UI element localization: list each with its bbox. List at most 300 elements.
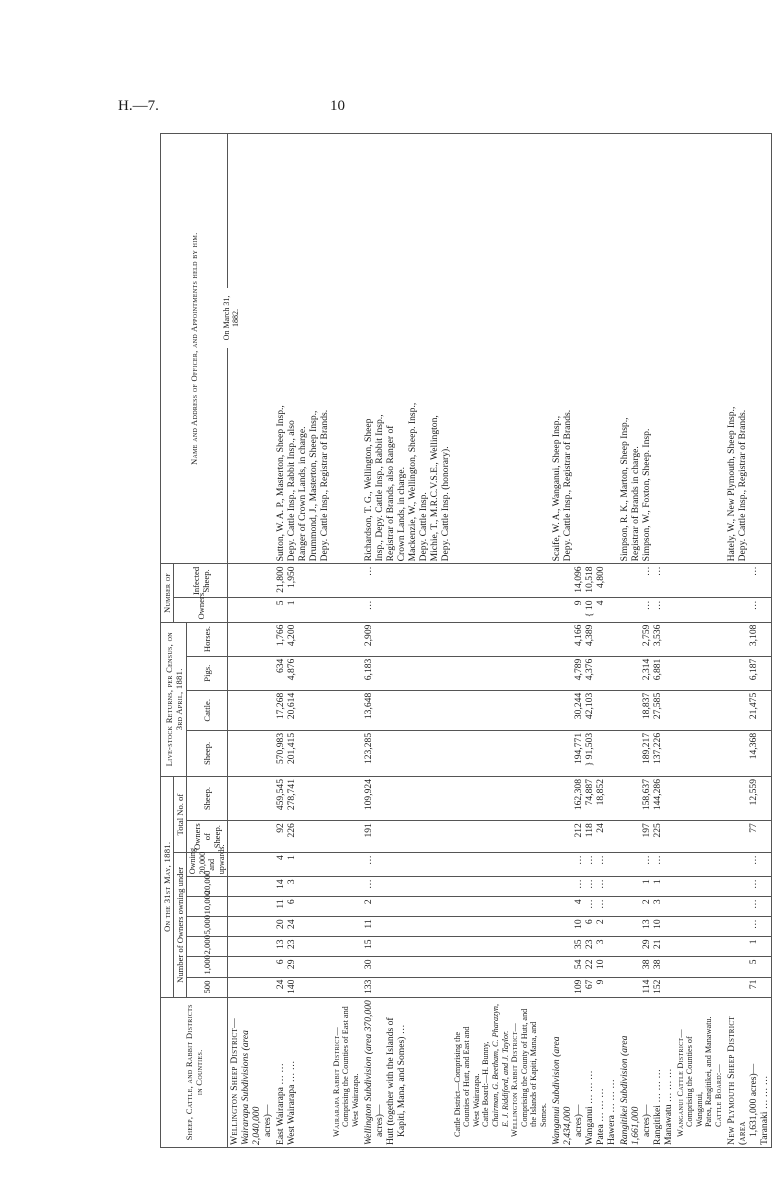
bracket-500-cell (675, 977, 725, 997)
cell-value: 24 (594, 823, 606, 833)
cell-value: 13 (640, 919, 652, 929)
bracket-1000-cell (675, 957, 725, 977)
bracket-1000-cell (618, 957, 675, 977)
district-label: Patea … … … (594, 1088, 606, 1145)
district-label: Wanganui … … … (583, 1070, 595, 1145)
infected-owners-cell (362, 598, 452, 622)
cell-value: 194,771 (572, 732, 584, 765)
bracket-500-cell (550, 977, 618, 997)
cell-value (595, 733, 606, 774)
bracket-10000-cell (550, 897, 618, 917)
district-label: Counties of Hutt, and East and (462, 1026, 472, 1127)
district-label: Chairman, G. Beetham, C. Pharazyn, (491, 1003, 501, 1127)
cell-value: 109 (572, 979, 584, 994)
total-sheep-header: Sheep. (187, 776, 228, 820)
bracket-1000-cell (725, 957, 772, 977)
cell-value: 212 (572, 823, 584, 838)
cell-value: 15 (362, 939, 374, 950)
bracket-2000-cell (618, 937, 675, 957)
cell-value: 197 (640, 823, 652, 838)
owners-total-cell (228, 821, 274, 853)
cell-value: 114 (640, 979, 652, 994)
bracket-2000-cell (274, 937, 331, 957)
census-cattle-cell (362, 690, 452, 730)
owners-total-cell (274, 821, 331, 853)
table-row (550, 134, 618, 1148)
cell-value: 11 (274, 899, 286, 909)
cell-value: 10,518 (583, 566, 595, 593)
owners-header: Owners. (174, 598, 228, 622)
cell-value: } 91,503 (583, 732, 595, 767)
officer-line: Ranger of Crown Lands, in charge. (296, 426, 308, 562)
cell-value: 11 (362, 919, 374, 929)
bracket-upwards-cell (331, 853, 362, 877)
cell-value: … (640, 855, 652, 865)
bracket-1000-cell (550, 957, 618, 977)
district-label: West Wairarapa … … (285, 1060, 297, 1145)
officer-line: Simpson, W., Foxton, Sheep. Insp. (640, 428, 652, 562)
cell-value: 38 (651, 959, 663, 970)
district-label: Wanganui Cattle District— (675, 1029, 685, 1137)
bracket-10000-cell (725, 897, 772, 917)
district-cell (452, 997, 550, 1147)
cell-value: 140 (285, 979, 297, 994)
cell-value: 71 (747, 979, 759, 990)
cell-value: … (747, 600, 759, 611)
census-pigs-cell (550, 656, 618, 690)
cell-value: 118 (583, 823, 595, 838)
infected-sheep-cell (331, 564, 362, 598)
cell-value: 29 (285, 959, 297, 970)
bracket-5000-cell (331, 917, 362, 937)
census-cattle-header: Cattle. (187, 690, 228, 730)
cell-value: 4,800 (594, 566, 606, 588)
census-horses-cell (362, 622, 452, 656)
bracket-500-cell (331, 977, 362, 997)
number-under-header: Number of Owners owning under (174, 853, 187, 997)
census-horses-cell (452, 622, 550, 656)
census-sheep-cell (452, 730, 550, 776)
cell-value: 278,741 (285, 778, 297, 811)
census-cattle-cell (675, 690, 725, 730)
census-pigs-cell (452, 656, 550, 690)
bracket-10000-cell (331, 897, 362, 917)
cell-value: 6,183 (362, 658, 374, 681)
infected-sheep-cell (362, 564, 452, 598)
cell-value: 201,415 (285, 732, 297, 765)
bracket-header: 10,000 (187, 897, 228, 917)
bracket-500-cell (452, 977, 550, 997)
cell-value: 30 (362, 959, 374, 970)
cell-value: 18,852 (594, 778, 606, 806)
officer-line: Registrar of Brands in charge. (629, 446, 641, 562)
bracket-20000-cell (675, 877, 725, 897)
cell-value: 22 (583, 959, 595, 970)
cell-value: 29 (640, 939, 652, 950)
bracket-10000-cell (274, 897, 331, 917)
officer-cell (274, 134, 331, 564)
cell-value: 191 (362, 823, 374, 838)
bracket-10000-cell (618, 897, 675, 917)
bracket-upwards-cell (362, 853, 452, 877)
bracket-header: 20,000 (187, 877, 228, 897)
bracket-2000-cell (452, 937, 550, 957)
cell-value: 20,614 (285, 692, 297, 720)
cell-value: … (594, 855, 606, 865)
district-label: Taranaki … … … (758, 1075, 770, 1145)
bracket-1000-cell (331, 957, 362, 977)
officer-line: Michie, T., M.R.C.V.S.E., Wellington, (428, 415, 440, 562)
bracket-5000-cell (362, 917, 452, 937)
cell-value: 2,909 (362, 624, 374, 647)
census-sheep-cell (331, 730, 362, 776)
bracket-5000-cell (618, 917, 675, 937)
cell-value: 21,475 (747, 692, 759, 720)
cell-value: 152 (651, 979, 663, 994)
bracket-500-cell (618, 977, 675, 997)
officers-header: Name and Address of Officer, and Appointments held by him. (161, 134, 228, 564)
officer-line: Richardson, T. G., Wellington, Sheep (362, 418, 374, 562)
cell-value: 23 (583, 939, 595, 950)
district-cell (725, 997, 772, 1147)
bracket-20000-cell (550, 877, 618, 897)
cell-value: 3 (594, 939, 606, 945)
cell-value: 21 (651, 939, 663, 950)
bracket-2000-cell (362, 937, 452, 957)
census-horses-cell (228, 622, 274, 656)
livestock-table-block (160, 133, 770, 1148)
cell-value: 3,108 (747, 624, 759, 647)
sheep-total-cell (228, 776, 274, 820)
cell-value: 5 (274, 600, 286, 606)
owners-total-cell (362, 821, 452, 853)
census-cattle-cell (331, 690, 362, 730)
district-label: Comprising the Counties of East and (341, 1006, 351, 1127)
cell-value: 13 (274, 939, 286, 950)
district-label: Rangitikei … … … (651, 1069, 663, 1145)
total-no-header: Total No. of (174, 776, 187, 852)
cell-value: 570,983 (274, 732, 286, 765)
owners-total-cell (331, 821, 362, 853)
table-row (675, 134, 725, 1148)
cell-value (595, 625, 606, 654)
district-label: the Islands of Kapiti, Mana, and Somes. (529, 1021, 548, 1127)
table-row (228, 134, 274, 1148)
census-cattle-cell (618, 690, 675, 730)
cell-value: 2 (640, 899, 652, 905)
cell-value: 14,368 (747, 732, 759, 760)
officer-cell (228, 134, 274, 564)
cell-value: … (362, 600, 374, 611)
district-label: Cattle Board:—H. Bunny, (481, 1041, 491, 1127)
cell-value: 74,887 (583, 778, 595, 806)
cell-value: 10 (651, 919, 663, 929)
officer-cell (452, 134, 550, 564)
district-label: East Wairarapa … … (274, 1063, 286, 1145)
census-sheep-header: Sheep. (187, 730, 228, 776)
cell-value: 1 (285, 600, 297, 606)
district-label: Wanganui Subdivision (area 2,434,000 (550, 1036, 573, 1145)
district-label: Wairarapa Subdivisions (area 2,040,000 (239, 1030, 262, 1145)
bracket-header: 5,000 (187, 917, 228, 937)
table-row (725, 134, 772, 1148)
district-cell (675, 997, 725, 1147)
cell-value: … (583, 879, 595, 889)
officer-line: Hately, W., New Plymouth, Sheep Insp., (725, 406, 737, 562)
bracket-2000-cell (331, 937, 362, 957)
number-of-header: Number of (161, 564, 174, 622)
census-cattle-cell (228, 690, 274, 730)
census-cattle-cell (452, 690, 550, 730)
bracket-20000-cell (331, 877, 362, 897)
cell-value: 14 (274, 879, 286, 889)
cell-value: 2,314 (640, 658, 652, 681)
bracket-header: 2,000 (187, 937, 228, 957)
district-label: acres)— (572, 1104, 584, 1137)
sheep-total-cell (725, 776, 772, 820)
infected-sheep-cell (675, 564, 725, 598)
cell-value: … (640, 600, 652, 611)
district-label: Kapiti, Mana, and Somes) … (395, 1024, 407, 1137)
census-pigs-cell (331, 656, 362, 690)
table-row (362, 134, 452, 1148)
infected-owners-cell (274, 598, 331, 622)
census-pigs-header: Pigs. (187, 656, 228, 690)
bracket-2000-cell (550, 937, 618, 957)
cell-value: … (651, 566, 663, 576)
may-group-header: On the 31st May, 1881. (161, 776, 174, 997)
bracket-5000-cell (274, 917, 331, 937)
cell-value: 2 (362, 899, 374, 905)
officer-line: Sutton, W. A. P., Masterton, Sheep Insp., (274, 405, 286, 562)
owners-total-cell (675, 821, 725, 853)
livestock-table (160, 133, 772, 1148)
officer-line: Depy. Cattle Insp., Rabbit Insp., also (285, 420, 297, 562)
bracket-20000-cell (618, 877, 675, 897)
district-label: Comprising the Counties of Wanganui, (685, 1036, 704, 1127)
bracket-5000-cell (228, 917, 274, 937)
page-reference: H.—7. (118, 98, 159, 114)
cell-value: 77 (747, 823, 759, 833)
cell-value: 20 (274, 919, 286, 929)
cell-value: 133 (362, 979, 374, 994)
census-horses-cell (675, 622, 725, 656)
bracket-5000-cell (725, 917, 772, 937)
census-pigs-cell (675, 656, 725, 690)
bracket-upwards-cell (452, 853, 550, 877)
cell-value: 10 (594, 959, 606, 970)
districts-header: Sheep, Cattle, and Rabbit Districts in Counties. (161, 997, 228, 1147)
page-number: 10 (330, 98, 345, 114)
cell-value: … (651, 855, 663, 865)
cell-value: 42,103 (583, 692, 595, 720)
infected-owners-cell (725, 598, 772, 622)
cell-value: 634 (274, 658, 286, 674)
cell-value: 6,881 (651, 658, 663, 681)
bracket-10000-cell (452, 897, 550, 917)
district-label: acres)— (373, 1104, 385, 1137)
cell-value: … (747, 566, 759, 576)
cell-value: 459,545 (274, 778, 286, 811)
officer-line: Crown Lands, in charge. (395, 466, 407, 562)
cell-value: … (583, 899, 595, 909)
infected-sheep-cell (618, 564, 675, 598)
officer-cell (675, 134, 725, 564)
cell-value: … (747, 879, 759, 889)
cell-value: 3 (651, 899, 663, 905)
bracket-20000-cell (452, 877, 550, 897)
cell-value: 10 (572, 919, 584, 929)
census-horses-cell (618, 622, 675, 656)
census-cattle-cell (550, 690, 618, 730)
cell-value: … (362, 879, 374, 889)
cell-value: 27,585 (651, 692, 663, 720)
cell-value: 67 (583, 979, 595, 990)
sheep-total-cell (452, 776, 550, 820)
bracket-header: 500 (187, 977, 228, 997)
bracket-2000-cell (228, 937, 274, 957)
district-label: 1,631,000 acres)— (747, 1063, 759, 1137)
officer-line: Drummond, J., Masterton, Sheep Insp., (307, 410, 319, 562)
census-cattle-cell (274, 690, 331, 730)
cell-value: 1 (640, 879, 652, 885)
officer-line: Depy. Cattle Insp. (honorary). (439, 446, 451, 562)
officer-cell (331, 134, 362, 564)
cell-value: … (747, 899, 759, 909)
bracket-2000-cell (725, 937, 772, 957)
cell-value: 189,217 (640, 732, 652, 765)
bracket-10000-cell (675, 897, 725, 917)
table-body (228, 134, 771, 1148)
census-sheep-cell (228, 730, 274, 776)
census-pigs-cell (362, 656, 452, 690)
cell-value: 144,286 (651, 778, 663, 811)
bracket-1000-cell (228, 957, 274, 977)
cell-value: 4 (572, 899, 584, 905)
officer-line: Depy. Cattle Insp., Registrar of Brands. (736, 409, 748, 562)
sheep-total-cell (550, 776, 618, 820)
census-pigs-cell (274, 656, 331, 690)
officer-line: Depy. Cattle Insp., Registrar of Brands. (318, 409, 330, 562)
census-horses-cell (331, 622, 362, 656)
cell-value: 6 (583, 919, 595, 925)
cell-value: 4,876 (285, 658, 297, 681)
table-row (618, 134, 675, 1148)
cell-value: 1 (285, 855, 297, 861)
cell-value: 38 (640, 959, 652, 970)
bracket-1000-cell (274, 957, 331, 977)
district-cell (228, 997, 274, 1147)
sheep-total-cell (331, 776, 362, 820)
infected-owners-cell (331, 598, 362, 622)
cell-value: 1,766 (274, 624, 286, 647)
cell-value: 24 (285, 919, 297, 929)
bracket-10000-cell (228, 897, 274, 917)
owners-of-sheep-header: Owners of Sheep. (187, 821, 228, 853)
bracket-upwards-cell (274, 853, 331, 877)
cell-value: 24 (274, 979, 286, 990)
cell-value: 5 (747, 959, 759, 965)
cell-value: … (594, 899, 606, 909)
district-label: Hawera … … … (605, 1079, 617, 1145)
infected-sheep-cell (452, 564, 550, 598)
cell-value: 30,244 (572, 692, 584, 720)
cell-value: 92 (274, 823, 286, 833)
district-cell (331, 997, 362, 1147)
district-cell (274, 997, 331, 1147)
cell-value: … (640, 566, 652, 576)
cell-value: 123,285 (362, 732, 374, 765)
bracket-5000-cell (675, 917, 725, 937)
table-row (452, 134, 550, 1148)
cell-value: 17,268 (274, 692, 286, 720)
bracket-5000-cell (550, 917, 618, 937)
district-label: West Wairarapa. (471, 1073, 481, 1127)
cell-value: 12,559 (747, 778, 759, 806)
cell-value: … (747, 919, 759, 929)
district-label: E. J. Riddiford, and J. Taylor. (500, 1030, 510, 1127)
bracket-500-cell (362, 977, 452, 997)
bracket-20000-cell (274, 877, 331, 897)
bracket-20000-cell (228, 877, 274, 897)
cell-value: 162,308 (572, 778, 584, 811)
district-label: Wellington Rabbit District— (510, 1022, 520, 1137)
infected-owners-cell (452, 598, 550, 622)
district-label: Cattle District—Comprising the (452, 1031, 462, 1137)
census-sheep-cell (362, 730, 452, 776)
officer-cell (362, 134, 452, 564)
bracket-1000-cell (452, 957, 550, 977)
cell-value: 226 (285, 823, 297, 838)
district-label: West Wairarapa. (351, 1073, 361, 1127)
district-label: Wellington Subdivision (area 370,000 (362, 1000, 374, 1145)
officer-line: Insp., Depy. Cattle Insp., Rabbit Insp., (373, 414, 385, 562)
cell-value: 21,800 (274, 566, 286, 593)
cell-value: 1 (747, 939, 759, 945)
sheep-total-cell (618, 776, 675, 820)
cell-value: 9 (572, 600, 584, 606)
cell-value: 4,389 (583, 624, 595, 647)
census-horses-cell (274, 622, 331, 656)
district-label: Hutt (together with the Islands of (384, 1017, 396, 1145)
cell-value: 6 (274, 959, 286, 965)
census-horses-cell (725, 622, 772, 656)
infected-sheep-cell (725, 564, 772, 598)
cell-value: 4,200 (285, 624, 297, 647)
bracket-10000-cell (362, 897, 452, 917)
cell-value: 2,759 (640, 624, 652, 647)
officer-line: Registrar of Brands, also Ranger of (384, 425, 396, 562)
cell-value: 4 (274, 855, 286, 861)
sheep-total-cell (362, 776, 452, 820)
district-label: Patea, Rangitikei, and Manawatu. (704, 1016, 714, 1127)
census-horses-header: Horses. (187, 622, 228, 656)
census-sheep-cell (675, 730, 725, 776)
infected-owners-cell (618, 598, 675, 622)
district-label: Wairarapa Rabbit District— (331, 1027, 341, 1137)
infected-owners-cell (228, 598, 274, 622)
bracket-5000-cell (452, 917, 550, 937)
owners-total-cell (550, 821, 618, 853)
cell-value: 4,166 (572, 624, 584, 647)
cell-value: 1,950 (285, 566, 297, 588)
cell-value: 18,837 (640, 692, 652, 720)
infected-sheep-header: Infected Sheep. (174, 564, 228, 598)
district-label: Manawatu … … … (662, 1068, 674, 1145)
cell-value: … (572, 879, 584, 889)
census-horses-cell (550, 622, 618, 656)
bracket-upwards-cell (675, 853, 725, 877)
